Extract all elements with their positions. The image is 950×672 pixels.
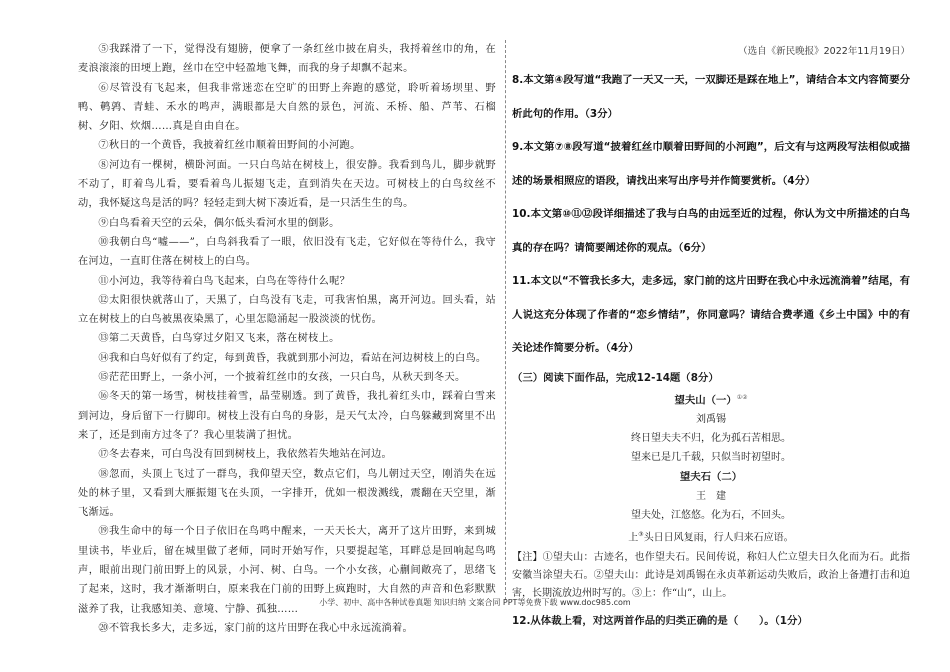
- poem-notes: 【注】①望夫山：古迹名，也作望夫石。民间传说，称妇人伫立望夫日久化而为石。此指安徽当涂望夫石。②望夫山：此诗是刘禹锡在永贞革新运动失败后，政治上备遭打击和迫害，长期流放边州时写的。③上：作“山”，山上。: [512, 552, 910, 600]
- article-paragraph: ⑩我朝白鸟“嘘——”，白鸟斜我看了一眼，依旧没有飞走，它好似在等待什么，我守在河边，一直盯住落在树枝上的白鸟。: [78, 236, 496, 268]
- article-paragraph: ⑲我生命中的每一个日子依旧在鸟鸣中醒来，一天天长大，离开了这片田野，来到城里读书，毕业后，留在城里做了老师，同时开始写作，只要提起笔，耳畔总是回响起鸟鸣声，眼前出现门前田野上的风景，小河、树、白鸟。一个小女孩，心蒯间敞亮了，思绪飞了起来，这时，我才渐渐明白，原来我在门前的田野上疯跑时，大自然的声音和色彩默默滋养了我，让我感知美、意境、宁静、孤独……: [78, 526, 496, 615]
- article-paragraph: ⑬第二天黄昏，白鸟穿过夕阳又飞来，落在树枝上。: [98, 333, 340, 345]
- article-paragraph: ⑰冬去春来，可白鸟没有回到树枝上，我依然若失地站在河边。: [98, 449, 393, 461]
- question-9: 9.本文第⑦⑧段写道“披着红丝巾顺着田野间的小河跑”，后文有与这两段写法相似或描述的场景相照应的语段，请找出来写出序号并作简要赏析。（4分）: [512, 141, 910, 187]
- poem-2-line-rest: 头日日风复雨，行人归来石应语。: [643, 532, 794, 544]
- poem-1-line: 终日望夫夫不归，化为孤石苦相思。: [631, 432, 791, 444]
- questions-column: [512, 44, 910, 631]
- poem-1-line: 望来已是几千载，只似当时初望时。: [631, 451, 791, 463]
- question-11: 11.本文以“不管我长多大，走多远，家门前的这片田野在我心中永远流淌着”结尾，有人说这充分体现了作者的“恋乡情结”，你同意吗？请结合费孝通《乡土中国》中的有关论述作简要分析。（4分）: [512, 275, 910, 354]
- poem-2-line: 望夫处，江悠悠。化为石，不回头。: [631, 509, 791, 521]
- question-12: 12.从体裁上看，对这两首作品的归类正确的是（ ）。（1分）: [512, 615, 808, 628]
- article-paragraph: ⑤我踩滑了一下，觉得没有翅膀，便拿了一条红丝巾披在肩头，我捋着丝巾的角，在麦浪滚滚的田埂上跑，丝巾在空中轻盈地飞舞，而我的身子却飘不起来。: [78, 44, 496, 75]
- poem-2-line-start: 上: [628, 532, 639, 544]
- poem-1-note-marker: ①②: [736, 393, 748, 401]
- question-10: 10.本文第⑩⑪⑫段详细描述了我与白鸟的由远至近的过程，你认为文中所描述的白鸟真的存在吗？请简要阐述你的观点。（6分）: [512, 208, 910, 254]
- article-paragraph: ⑨白鸟看着天空的云朵，偶尔低头看河水里的倒影。: [98, 217, 340, 229]
- poem-1-title-text: 望夫山（一）: [674, 393, 737, 406]
- article-paragraph: ⑱忽而，头顶上飞过了一群鸟，我仰望天空，数点它们，鸟儿朝过天空，刚消失在远处的林子里，又看到大雁振翅飞在头顶，一字排开，优如一根泼溅线，震翻在天空里，渐飞渐远。: [78, 468, 496, 519]
- poem-2-author: 王 建: [696, 490, 726, 502]
- article-paragraph: ⑳不管我长多大，走多远，家门前的这片田野在我心中永远流淌着。: [98, 622, 414, 634]
- article-paragraph: ⑮茫茫田野上，一条小河，一个披着红丝巾的女孩，一只白鸟，从秋天到冬天。: [98, 372, 466, 384]
- section-3-heading: （三）阅读下面作品，完成12-14题（8分）: [512, 371, 719, 384]
- article-paragraph: ⑭我和白鸟好似有了约定，每到黄昏，我就到那小河边，看站在河边树枝上的白鸟。: [98, 352, 487, 364]
- page-footer: 小学、初中、高中各种试卷真题 知识归纳 文案合同 PPT等免费下载 www.doc985.com: [319, 598, 631, 607]
- poem-1-title: [512, 388, 910, 410]
- poem-2-note-marker: ③: [638, 530, 644, 538]
- poem-2-line: [512, 525, 910, 547]
- poem-2-title: 望夫石（二）: [679, 470, 743, 483]
- article-paragraph: ⑦秋日的一个黄昏，我披着红丝巾顺着田野间的小河跑。: [98, 140, 361, 152]
- article-paragraph: ⑫太阳很快就落山了，天黑了，白鸟没有飞走，可我害怕黑，离开河边。回头看，站立在树枝上的白鸟被黑夜染黑了，心里怎隐涌起一股淡淡的忧伤。: [78, 294, 496, 326]
- article-paragraph: ⑪小河边，我等待着白鸟飞起来，白鸟在等待什么呢？: [98, 275, 351, 287]
- article-paragraph: ⑥尽管没有飞起来，但我非常迷恋在空旷的田野上奔跑的感觉，聆听着场坝里、野鸭、鹌鹑、青蛙、禾水的鸣声，满眼都是大自然的景色，河流、禾桥、船、芦苇、石榴树、夕阳、炊烟……真是自由自在。: [78, 82, 496, 133]
- article-paragraph: ⑧河边有一棵树，横卧河面。一只白鸟站在树枝上，很安静。我看到鸟儿，脚步就野不动了，盯着鸟儿看，要看着鸟儿振翅飞走，直到消失在天边。可树枝上的白鸟纹丝不动，我怀疑这鸟是活的吗？轻轻走到大树下凑近看，是一只活生生的鸟。: [78, 159, 496, 210]
- column-divider: [505, 40, 506, 600]
- article-paragraph: ⑯冬天的第一场雪，树枝挂着雪，晶莹剔透。到了黄昏，我扎着红头巾，踩着白雪来到河边，身后留下一行脚印。树枝上没有白鸟的身影，是天气太冷，白鸟躲藏到窝里不出来了，还是到南方过冬了？我心里装满了担忧。: [78, 391, 496, 441]
- article-column: [78, 40, 496, 638]
- article-source: （选自《新民晚报》2022年11月19日）: [738, 46, 910, 57]
- poem-1-author: 刘禹锡: [696, 413, 726, 425]
- question-8: 8.本文第④段写道“我跑了一天又一天，一双脚还是踩在地上”，请结合本文内容简要分析此句的作用。（3分）: [512, 74, 910, 120]
